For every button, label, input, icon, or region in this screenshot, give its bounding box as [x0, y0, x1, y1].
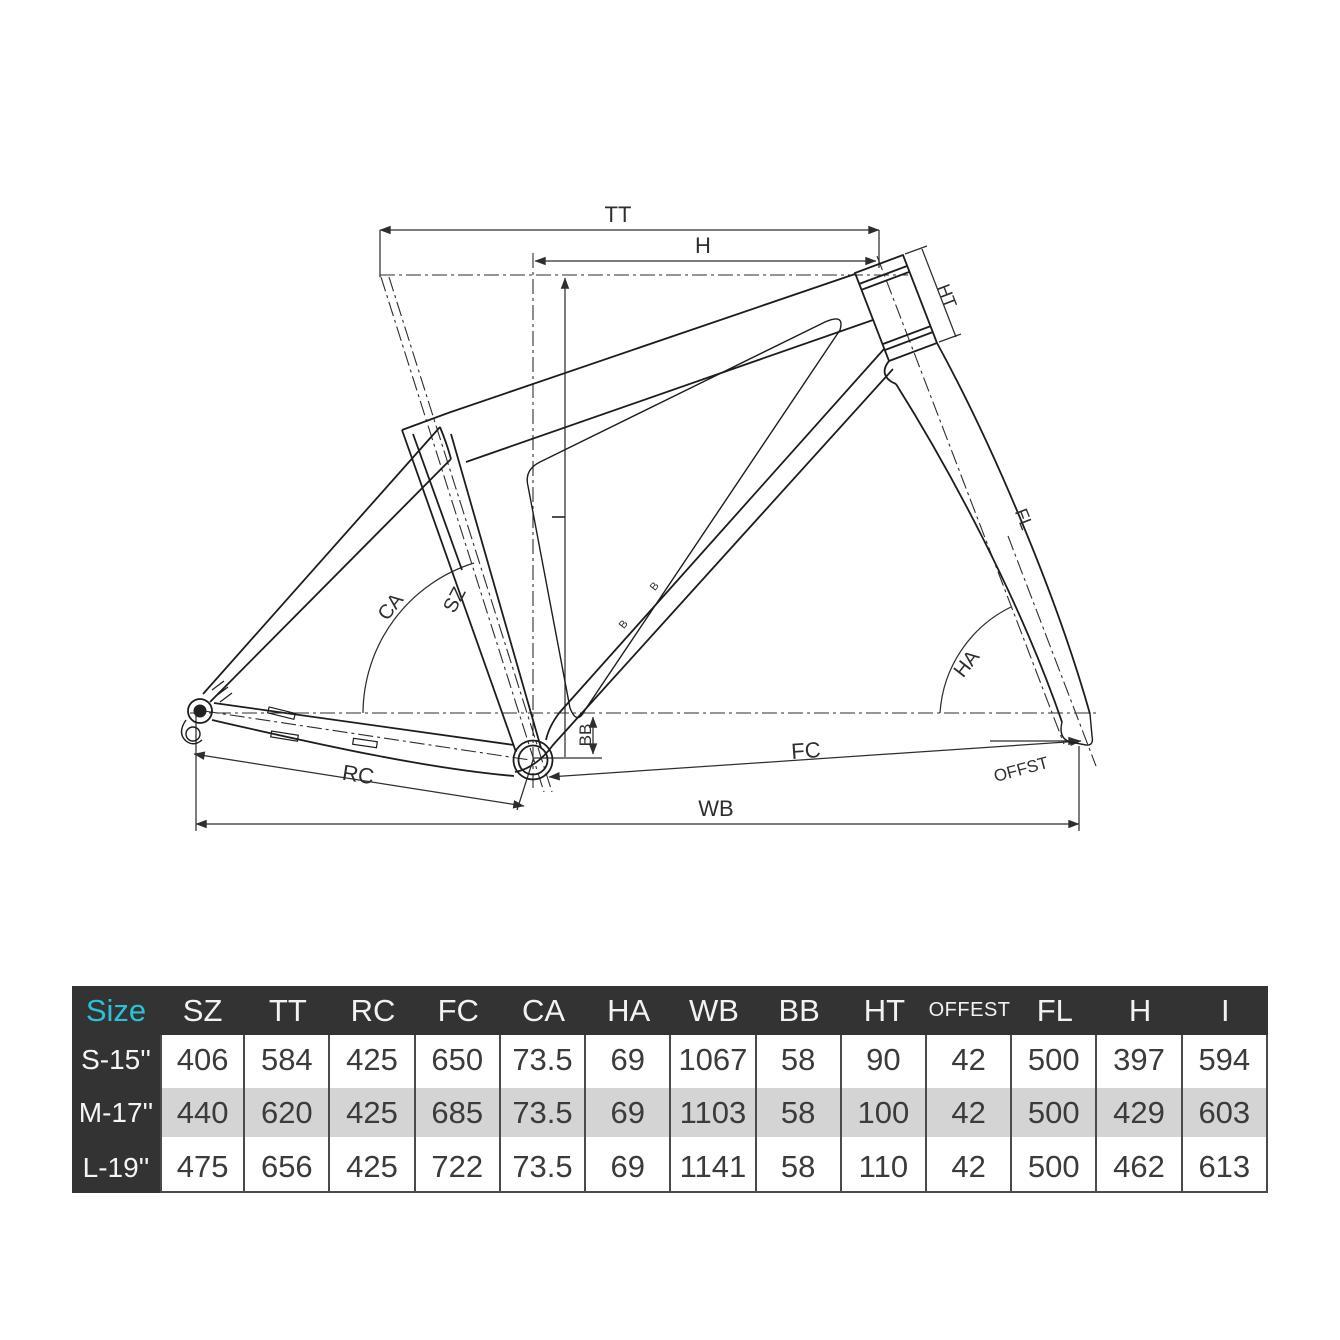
header-ha: HA	[586, 986, 671, 1035]
table-cell: 73.5	[501, 1035, 586, 1084]
table-cell: 73.5	[501, 1142, 586, 1193]
header-fl: FL	[1012, 986, 1097, 1035]
bottle-boss-label-b: B	[616, 618, 631, 632]
table-cell: 685	[416, 1084, 501, 1142]
frame-outline	[182, 255, 1093, 780]
table-cell: 722	[416, 1142, 501, 1193]
table-cell: 73.5	[501, 1084, 586, 1142]
table-cell: 1103	[671, 1084, 756, 1142]
dim-label-h: H	[695, 233, 711, 258]
rc-ext-right	[517, 760, 533, 810]
header-wb: WB	[671, 986, 756, 1035]
table-cell: 462	[1097, 1142, 1182, 1193]
header-bb: BB	[757, 986, 842, 1035]
dropout-mark-2	[216, 687, 228, 696]
table-cell: 500	[1012, 1035, 1097, 1084]
dim-label-ca: CA	[373, 589, 409, 625]
table-cell: 397	[1097, 1035, 1182, 1084]
bottle-boss-label-a: B	[647, 580, 662, 594]
table-cell: 42	[927, 1142, 1012, 1193]
table-row-m17	[72, 1084, 1268, 1142]
dim-label-rc: RC	[340, 759, 376, 790]
header-fc: FC	[416, 986, 501, 1035]
table-cell: 58	[757, 1035, 842, 1084]
front-triangle-window	[527, 319, 841, 718]
table-cell: 69	[586, 1084, 671, 1142]
dimension-lines	[194, 230, 1081, 831]
table-cell: 58	[757, 1084, 842, 1142]
top-tube-upper	[448, 274, 855, 413]
dim-label-ha: HA	[949, 646, 985, 682]
dim-label-bb: BB	[576, 723, 595, 747]
table-cell: 42	[927, 1084, 1012, 1142]
table-cell: 594	[1183, 1035, 1268, 1084]
header-rc: RC	[330, 986, 415, 1035]
table-cell: 100	[842, 1084, 927, 1142]
top-tube-lower	[466, 320, 873, 462]
rear-axle	[194, 705, 207, 718]
header-i: I	[1183, 986, 1268, 1035]
table-cell: 500	[1012, 1142, 1097, 1193]
table-cell: 650	[416, 1035, 501, 1084]
table-cell: 90	[842, 1035, 927, 1084]
table-cell: 656	[245, 1142, 330, 1193]
axle-offset-axis	[1008, 536, 1096, 766]
fork-blade-left	[896, 384, 1062, 722]
table-cell: 406	[160, 1035, 245, 1084]
table-cell: 425	[330, 1142, 415, 1193]
table-cell: 42	[927, 1035, 1012, 1084]
header-tt: TT	[245, 986, 330, 1035]
table-cell: 69	[586, 1035, 671, 1084]
row-label: M-17''	[72, 1084, 160, 1142]
table-cell: 1067	[671, 1035, 756, 1084]
dim-label-i: I	[548, 514, 568, 520]
table-cell: 425	[330, 1035, 415, 1084]
geometry-table	[72, 986, 1268, 1193]
table-cell: 110	[842, 1142, 927, 1193]
header-offest: OFFEST	[927, 986, 1012, 1035]
table-cell: 440	[160, 1084, 245, 1142]
dim-label-sz: SZ	[439, 583, 471, 617]
dim-label-wb: WB	[698, 796, 734, 821]
header-ht: HT	[842, 986, 927, 1035]
seat-stay-outer	[203, 427, 440, 694]
table-row-l19	[72, 1142, 1268, 1193]
table-cell: 603	[1183, 1084, 1268, 1142]
chainstay-axis	[204, 711, 530, 760]
table-cell: 69	[586, 1142, 671, 1193]
header-sz: SZ	[160, 986, 245, 1035]
table-cell: 425	[330, 1084, 415, 1142]
seat-stay-inner	[210, 459, 451, 702]
header-ca: CA	[501, 986, 586, 1035]
chainstay-slot-3	[353, 738, 378, 747]
table-cell: 500	[1012, 1084, 1097, 1142]
header-h: H	[1097, 986, 1182, 1035]
row-label: S-15''	[72, 1035, 160, 1084]
table-cell: 620	[245, 1084, 330, 1142]
chain-stay-upper	[214, 703, 514, 745]
dim-label-fl: FL	[1010, 505, 1038, 533]
table-cell: 475	[160, 1142, 245, 1193]
table-cell: 584	[245, 1035, 330, 1084]
ht-tick-bottom	[939, 334, 961, 342]
seat-tube-axis	[381, 277, 544, 792]
header-size: Size	[72, 986, 160, 1035]
table-cell: 58	[757, 1142, 842, 1193]
geometry-table-header-row	[72, 986, 1268, 1035]
dimension-labels	[341, 202, 1051, 821]
down-tube-upper	[546, 349, 884, 740]
row-label: L-19''	[72, 1142, 160, 1193]
dim-label-tt: TT	[604, 202, 632, 227]
dropout-mark-3	[220, 693, 232, 702]
dim-label-fc: FC	[790, 737, 822, 764]
derailleur-hanger-hole	[186, 727, 200, 741]
seat-tube-axis-2	[389, 277, 552, 792]
table-cell: 1141	[671, 1142, 756, 1193]
table-row-s15	[72, 1035, 1268, 1084]
table-cell: 613	[1183, 1142, 1268, 1193]
centerlines	[190, 253, 1097, 792]
table-cell: 429	[1097, 1084, 1182, 1142]
dim-label-ht: HT	[933, 281, 961, 311]
dim-label-offset: OFFST	[991, 753, 1051, 786]
